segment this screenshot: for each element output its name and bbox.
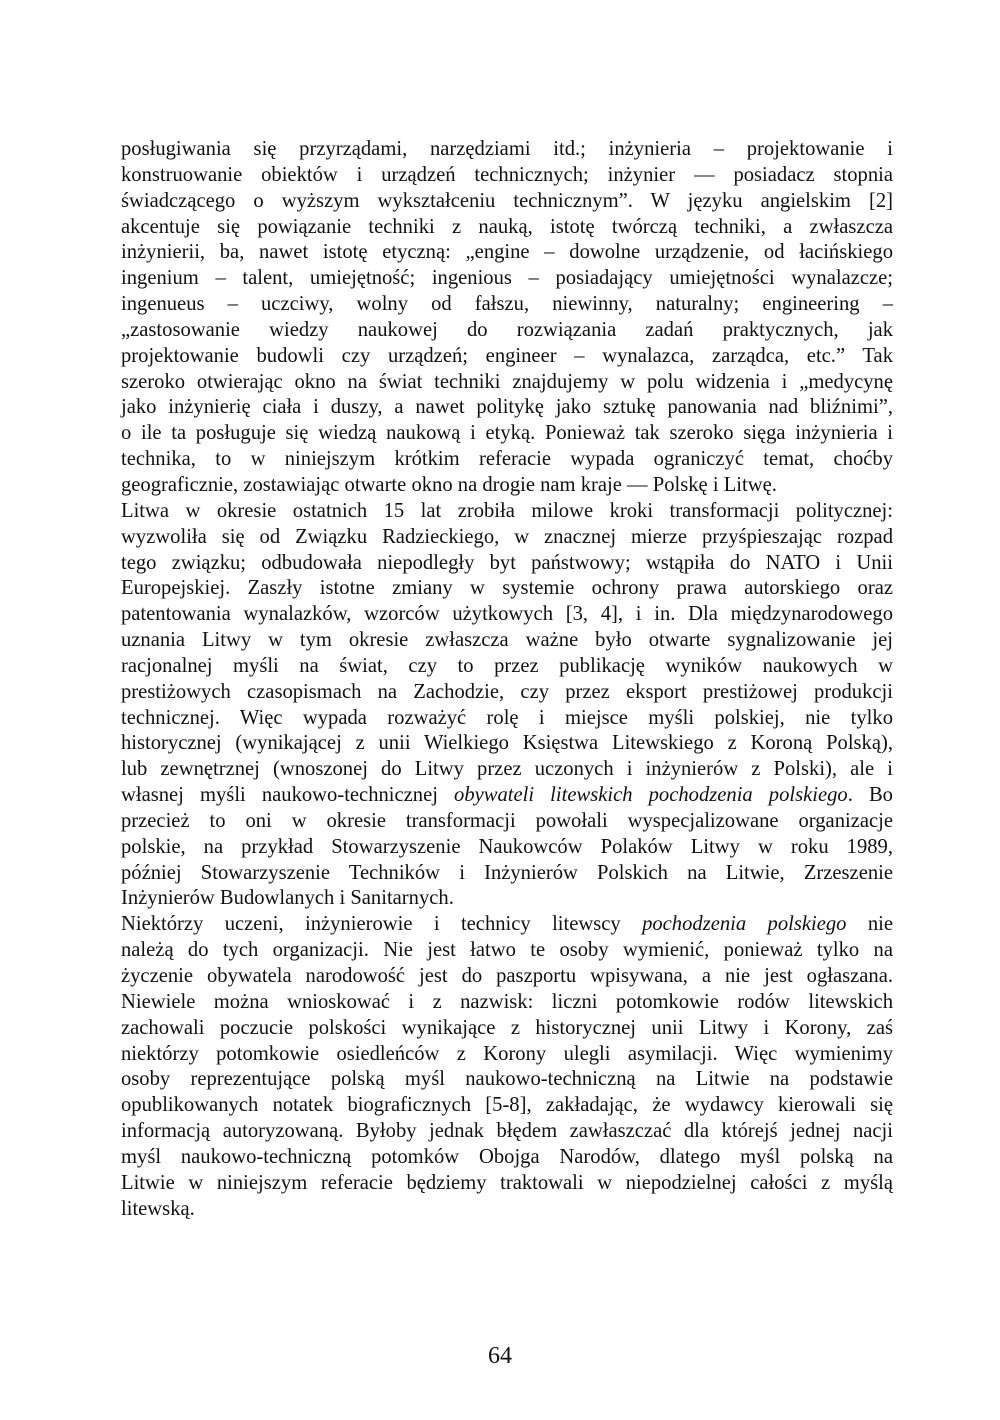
paragraph-3 (121, 912, 893, 1222)
text-line: tego związku; odbudowała niepodległy byt państwowy; wstąpiła do NATO i Unii (121, 551, 893, 574)
text-line: niektórzy potomkowie osiedleńców z Korony ulegli asymilacji. Więc wymienimy (121, 1042, 893, 1065)
text-line: życzenie obywatela narodowość jest do paszportu wpisywana, a nie jest ogłaszana. (121, 965, 893, 987)
text-line: ingenium – talent, umiejętność; ingenious – posiadający umiejętności wynalazcze; (121, 267, 893, 290)
text-line: patentowania wynalazków, wzorców użytkowych [3, 4], i in. Dla międzynarodowego (121, 603, 893, 626)
text-line: polskie, na przykład Stowarzyszenie Naukowców Polaków Litwy w roku 1989, (121, 835, 893, 858)
text-line: Europejskiej. Zaszły istotne zmiany w systemie ochrony prawa autorskiego oraz (121, 577, 893, 600)
text-line: o ile ta posługuje się wiedzą naukową i etyką. Ponieważ tak szeroko sięga inżynieria i (121, 422, 893, 445)
page-number: 64 (488, 1343, 512, 1369)
text-line-with-italic (121, 912, 893, 938)
text-line: uznania Litwy w tym okresie zwłaszcza ważne było otwarte sygnalizowanie jej (121, 629, 893, 652)
text-line: zachowali poczucie polskości wynikające z historycznej unii Litwy i Korony, zaś (121, 1016, 893, 1039)
text-line: inżynierii, ba, nawet istotę etyczną: „engine – dowolne urządzenie, od łacińskiego (121, 241, 893, 264)
text-line: lub zewnętrznej (wnoszonej do Litwy przez uczonych i inżynierów z Polski), ale i (121, 758, 893, 781)
text-line: akcentuje się powiązanie techniki z nauką, istotę twórczą techniki, a zwłaszcza (121, 215, 893, 238)
text-line: wyzwoliła się od Związku Radzieckiego, w znacznej mierze przyśpieszając rozpad (121, 525, 893, 548)
text-line: technika, to w niniejszym krótkim referacie wypada ograniczyć temat, choćby (121, 448, 893, 471)
text-line: geograficznie, zostawiając otwarte okno na drogie nam kraje — Polskę i Litwę. (121, 473, 777, 496)
document-body (121, 137, 893, 1222)
text-line: historycznej (wynikającej z unii Wielkiego Księstwa Litewskiego z Koroną Polską), (121, 732, 893, 755)
paragraph-2 (121, 499, 893, 913)
italic-phrase: pochodzenia polskiego (642, 913, 847, 936)
text-line: szeroko otwierając okno na świat techniki znajdujemy w polu widzenia i „medycynę (121, 370, 893, 393)
text-line: informacją autoryzowaną. Byłoby jednak błędem zawłaszczać dla którejś jednej nacji (121, 1120, 893, 1143)
text-line: jako inżynierię ciała i duszy, a nawet politykę jako sztukę panowania nad bliźnimi”, (121, 396, 893, 419)
text-line: należą do tych organizacji. Nie jest łatwo te osoby wymienić, ponieważ tylko na (121, 939, 893, 962)
text-segment: . Bo (847, 784, 893, 807)
text-line: ingenueus – uczciwy, wolny od fałszu, niewinny, naturalny; engineering – (121, 293, 893, 316)
text-line: racjonalnej myśli na świat, czy to przez publikację wyników naukowych w (121, 654, 893, 677)
text-line: Litwie w niniejszym referacie będziemy traktowali w niepodzielnej całości z myślą (121, 1171, 893, 1194)
paragraph-1 (121, 137, 893, 499)
text-line-with-italic (121, 783, 893, 809)
text-line: Niewiele można wnioskować i z nazwisk: liczni potomkowie rodów litewskich (121, 990, 893, 1013)
text-segment: Niektórzy uczeni, inżynierowie i technicy litewscy (121, 913, 643, 936)
text-segment: nie (846, 913, 894, 936)
text-line: świadczącego o wyższym wykształceniu technicznym”. W języku angielskim [2] (121, 189, 893, 212)
text-segment: własnej myśli naukowo-technicznej (121, 784, 455, 807)
text-line: opublikowanych notatek biograficznych [5-8], zakładając, że wydawcy kierowali się (121, 1094, 893, 1117)
italic-phrase: obywateli litewskich pochodzenia polskiego (454, 784, 848, 807)
text-line: myśl naukowo-techniczną potomków Obojga Narodów, dlatego myśl polską na (121, 1145, 893, 1168)
text-line: projektowanie budowli czy urządzeń; engineer – wynalazca, zarządca, etc.” Tak (121, 344, 893, 367)
text-line: przecież to oni w okresie transformacji powołali wyspecjalizowane organizacje (121, 809, 893, 832)
text-line: Litwa w okresie ostatnich 15 lat zrobiła milowe kroki transformacji politycznej: (121, 499, 893, 522)
text-line: konstruowanie obiektów i urządzeń technicznych; inżynier — posiadacz stopnia (121, 163, 893, 186)
text-line: posługiwania się przyrządami, narzędziami itd.; inżynieria – projektowanie i (121, 138, 893, 160)
text-line: osoby reprezentujące polską myśl naukowo-techniczną na Litwie na podstawie (121, 1068, 893, 1091)
text-line: technicznej. Więc wypada rozważyć rolę i miejsce myśli polskiej, nie tylko (121, 706, 893, 729)
text-line: Inżynierów Budowlanych i Sanitarnych. (121, 887, 454, 910)
text-line: później Stowarzyszenie Techników i Inżynierów Polskich na Litwie, Zrzeszenie (121, 861, 893, 884)
text-line: litewską. (121, 1197, 195, 1220)
text-line: „zastosowanie wiedzy naukowej do rozwiązania zadań praktycznych, jak (121, 318, 893, 341)
text-line: prestiżowych czasopismach na Zachodzie, czy przez eksport prestiżowej produkcji (121, 680, 893, 703)
